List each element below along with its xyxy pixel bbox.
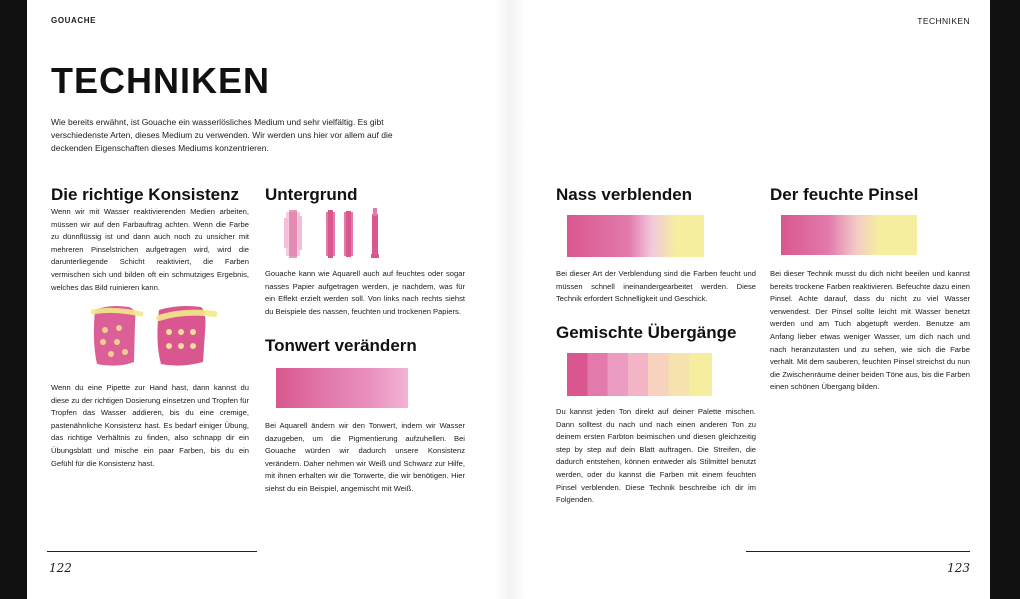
wet-paper-stroke xyxy=(284,210,302,258)
page-title: TECHNIKEN xyxy=(51,60,271,101)
running-header-left: GOUACHE xyxy=(51,16,97,25)
text-konsistenz-2: Wenn du eine Pipette zur Hand hast, dann kannst du diese zu der richtigen Dosierung einsetzen und Tropfen für Tropfen das Wasser addieren, bis du eine cremige, pastenähnliche Konsistenz hast. Es bedarf einiger Übung, das richtige Verhältnis zu finden, also schnapp dir ein Übungsblatt und mische ein paar Farben, bis du ein Gefühl für die Konsistenz hast. xyxy=(51,383,249,468)
right-page xyxy=(510,0,990,599)
text-pinsel: Bei dieser Technik musst du dich nicht beeilen und kannst bereits trockene Farben reaktivieren. Befeuchte dazu einen Pinsel. Achte darauf, dass du nicht zu viel Wasser verwendest. Der Pinsel sollte leicht mit Wasser benetzt werden und am Tuch abgetupft werden. Benutze am Anfang lieber etwas weniger Wasser, um dich nach und nach heranzutasten und zu sehen, wie sich die Farbe verhält. Mit dem sauberen, feuchten Pinsel streichst du nun die Zwischenräume deiner beiden Töne aus, bis die Farben einen schönen Übergang bilden. xyxy=(770,269,970,392)
heading-pinsel: Der feuchte Pinsel xyxy=(770,185,919,204)
damp-brush-gradient-swatch xyxy=(781,215,917,255)
left-page xyxy=(27,0,510,599)
text-nass: Bei dieser Art der Verblendung sind die Farben feucht und müssen schnell ineinandergearbeitet werden. Diese Technik erfordert Schnelligkeit und Geschick. xyxy=(556,269,756,304)
page-number-right: 123 xyxy=(947,561,970,575)
wet-blend-gradient-swatch xyxy=(567,215,704,257)
footer-rule-left xyxy=(47,551,257,552)
text-uebergaenge: Du kannst jeden Ton direkt auf deiner Palette mischen. Dann solltest du nach und nach einen anderen Ton zu deinem ersten Farbton beimischen und diesen gleichzeitig step by step auf dein Blatt auftragen. Die Streifen, die dadurch entstehen, können entweder als Stilmittel benutzt werden, oder du kannst die Farben mit einem feuchten Pinsel verblenden. Diese Technik beschreibe ich dir im Folgenden. xyxy=(556,407,756,505)
text-untergrund: Gouache kann wie Aquarell auch auf feuchtes oder sogar nasses Papier aufgetragen werden, je nachdem, was für ein Effekt erzielt werden soll. Von links nach rechts siehst du Beispiele des nassen, feuchten und trockenen Papiers. xyxy=(265,269,465,316)
heading-nass: Nass verblenden xyxy=(556,185,693,204)
footer-rule-right xyxy=(746,551,970,552)
creamy-paint-swatch xyxy=(157,306,215,366)
page-number-left: 122 xyxy=(49,561,72,575)
damp-paper-stroke xyxy=(326,210,353,258)
paper-wetness-strokes xyxy=(282,208,394,260)
consistency-swatches-illustration xyxy=(89,302,217,372)
running-header-right: TECHNIKEN xyxy=(917,16,970,26)
heading-tonwert: Tonwert verändern xyxy=(265,336,417,355)
heading-uebergaenge: Gemischte Übergänge xyxy=(556,323,737,342)
tonwert-white-gradient-swatch xyxy=(276,368,408,408)
thin-paint-swatch xyxy=(93,306,141,366)
dry-paper-stroke xyxy=(371,208,379,258)
text-konsistenz-1: Wenn wir mit Wasser reaktivierenden Medien arbeiten, müssen wir auf den Farbauftrag achten. Wenn die Farbe zu dünnflüssig ist und dann auch noch zu unsicher mit mehreren Pinselstrichen aufgetragen wird, wird die darunterliegende Schicht reaktiviert, die Farben vermischen sich und bilden oft ein schmutziges Ergebnis, welches das Bild ruinieren kann. xyxy=(51,207,249,292)
heading-konsistenz: Die richtige Konsistenz xyxy=(51,185,239,204)
text-tonwert: Bei Aquarell ändern wir den Tonwert, indem wir Wasser dazugeben, um die Pigmentierung aufzuhellen. Bei Gouache würden wir dadurch unsere Konsistenz verändern. Daher nehmen wir Weiß und Schwarz zur Hilfe, mit ihnen erhalten wir die Tonwerte, die wir benötigen. Hier siehst du ein Beispiel, angemischt mit Weiß. xyxy=(265,421,465,493)
heading-untergrund: Untergrund xyxy=(265,185,358,204)
mixed-transition-stripes-swatch xyxy=(567,353,712,396)
intro-paragraph: Wie bereits erwähnt, ist Gouache ein wasserlösliches Medium und sehr vielfältig. Es gibt verschiedenste Arten, dieses Medium zu verwenden. Wir werden uns hier vor allem auf die deckenden Eigenschaften dieses Mediums konzentrieren. xyxy=(51,117,393,153)
